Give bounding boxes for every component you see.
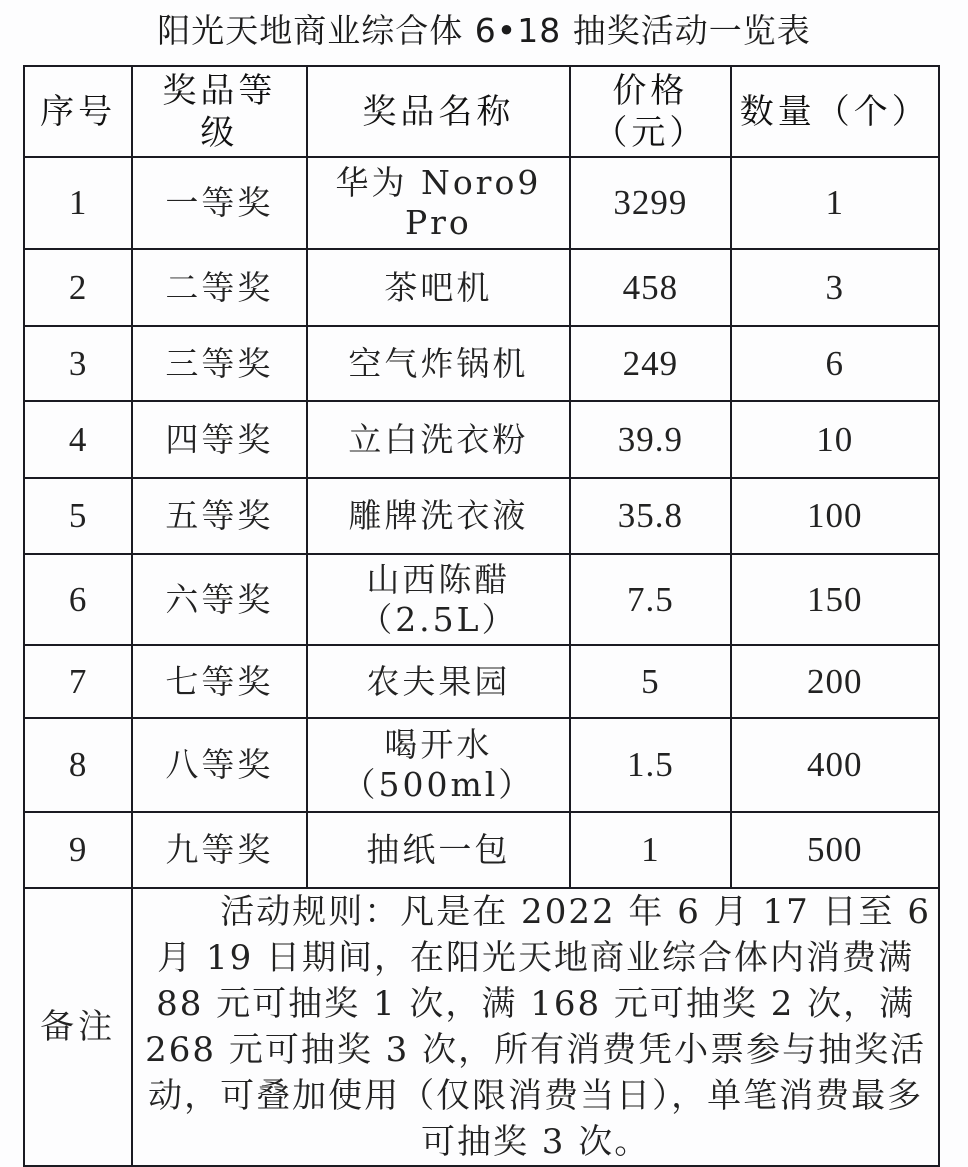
- cell-level: 三等奖: [132, 326, 306, 401]
- header-level: [132, 66, 306, 157]
- table-row: [24, 812, 939, 888]
- cell-name-line2: （2.5L）: [359, 599, 518, 639]
- table-row: [24, 478, 939, 554]
- cell-index: 9: [24, 812, 132, 888]
- header-level-line2: 级: [200, 112, 239, 153]
- cell-name: [307, 554, 571, 645]
- cell-name: 茶吧机: [307, 249, 571, 326]
- cell-index: 5: [24, 478, 132, 554]
- cell-price: 5: [570, 645, 730, 718]
- cell-name-line1: 华为 Noro9: [335, 163, 542, 202]
- cell-level: 八等奖: [132, 718, 306, 812]
- cell-quantity: 150: [731, 554, 939, 645]
- header-quantity: 数量（个）: [731, 66, 939, 157]
- cell-name: 雕牌洗衣液: [307, 478, 571, 554]
- cell-level: 七等奖: [132, 645, 306, 718]
- table-header-row: [24, 66, 939, 157]
- cell-price: 458: [570, 249, 730, 326]
- cell-level: 一等奖: [132, 157, 306, 249]
- header-price: [570, 66, 730, 157]
- cell-index: 3: [24, 326, 132, 401]
- cell-name: [307, 718, 571, 812]
- notes-body: 活动规则：凡是在 2022 年 6 月 17 日至 6 月 19 日期间，在阳光天地商业综合体内消费满 88 元可抽奖 1 次，满 168 元可抽奖 2 次，满 268 元可抽奖 3 次，所有消费凭小票参与抽奖活动，可叠加使用（仅限消费当日），单笔消费最多可抽奖 3 次。: [145, 892, 931, 1162]
- cell-price: 1: [570, 812, 730, 888]
- cell-price: 35.8: [570, 478, 730, 554]
- cell-price: 3299: [570, 157, 730, 249]
- cell-quantity: 400: [731, 718, 939, 812]
- cell-quantity: 10: [731, 401, 939, 478]
- cell-name-line2: Pro: [404, 203, 472, 242]
- cell-price: 249: [570, 326, 730, 401]
- header-price-line1: 价格: [612, 70, 689, 111]
- cell-name: 抽纸一包: [307, 812, 571, 888]
- cell-price: 7.5: [570, 554, 730, 645]
- notes-label: 备注: [24, 888, 132, 1166]
- table-row: [24, 645, 939, 718]
- cell-quantity: 6: [731, 326, 939, 401]
- cell-index: 6: [24, 554, 132, 645]
- cell-name: 立白洗衣粉: [307, 401, 571, 478]
- cell-index: 2: [24, 249, 132, 326]
- cell-level: 九等奖: [132, 812, 306, 888]
- cell-index: 8: [24, 718, 132, 812]
- cell-name-line1: 喝开水: [384, 725, 493, 764]
- table-row: [24, 157, 939, 249]
- cell-index: 7: [24, 645, 132, 718]
- header-price-line2: （元）: [593, 112, 708, 153]
- table-row: [24, 718, 939, 812]
- cell-quantity: 100: [731, 478, 939, 554]
- cell-index: 1: [24, 157, 132, 249]
- notes-row: [24, 888, 939, 1166]
- cell-price: 39.9: [570, 401, 730, 478]
- cell-level: 六等奖: [132, 554, 306, 645]
- cell-price: 1.5: [570, 718, 730, 812]
- notes-text: [132, 888, 939, 1166]
- cell-name-line1: 山西陈醋: [366, 559, 511, 599]
- header-name: 奖品名称: [307, 66, 571, 157]
- cell-name: 空气炸锅机: [307, 326, 571, 401]
- document-title: 阳光天地商业综合体 6•18 抽奖活动一览表: [157, 11, 811, 50]
- header-index: 序号: [24, 66, 132, 157]
- cell-name: [307, 157, 571, 249]
- cell-level: 五等奖: [132, 478, 306, 554]
- table-row: [24, 554, 939, 645]
- cell-quantity: 1: [731, 157, 939, 249]
- cell-quantity: 500: [731, 812, 939, 888]
- cell-quantity: 3: [731, 249, 939, 326]
- table-row: [24, 326, 939, 401]
- cell-name-line2: （500ml）: [342, 765, 535, 804]
- cell-name: 农夫果园: [307, 645, 571, 718]
- cell-quantity: 200: [731, 645, 939, 718]
- cell-level: 四等奖: [132, 401, 306, 478]
- table-row: [24, 249, 939, 326]
- prize-table: [23, 65, 940, 1167]
- header-level-line1: 奖品等: [162, 70, 277, 111]
- table-row: [24, 401, 939, 478]
- cell-index: 4: [24, 401, 132, 478]
- cell-level: 二等奖: [132, 249, 306, 326]
